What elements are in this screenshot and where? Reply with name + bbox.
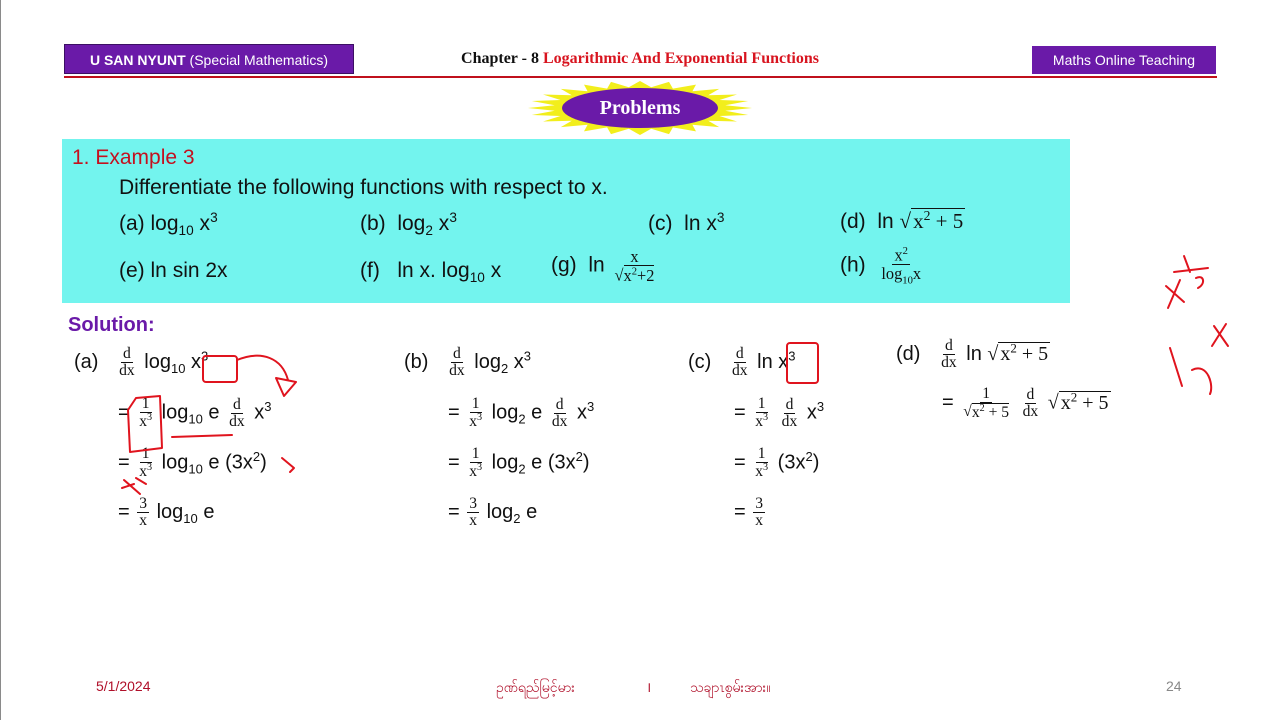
- header-rule: [64, 76, 1217, 78]
- chapter-heading: Chapter - 8 Logarithmic And Exponential Functions: [461, 50, 819, 67]
- problems-label: Problems: [599, 97, 681, 119]
- problem-g: (g) ln $\frac{x}{√x^2+2}$: [551, 247, 655, 285]
- solution-b-line3: = $\frac{1}{x^3}$ $\log_2 e$ $(3x^2)$: [448, 445, 590, 481]
- solution-a-line2: = $\frac{1}{x^3}$ $\log_{10} e$ $\frac{d}{dx}$ $x^3$: [118, 395, 272, 431]
- example-instruction: Differentiate the following functions with respect to x.: [119, 176, 608, 199]
- channel-tag: Maths Online Teaching: [1032, 46, 1216, 74]
- solution-label: Solution:: [68, 314, 155, 336]
- problem-f: (f) ln x. $\log_{10} x$: [360, 259, 502, 286]
- left-border: [0, 0, 1, 720]
- example-title: 1. Example 3: [72, 146, 195, 169]
- footer-date: 5/1/2024: [96, 678, 151, 694]
- solution-c-line3: = $\frac{1}{x^3}$ $(3x^2)$: [734, 445, 820, 481]
- problem-e: (e) ln sin 2x: [119, 259, 228, 282]
- solution-d-line2: = $\frac{1}{√x^2 + 5}$ $\frac{d}{dx}$ √ $x^2 + 5$: [942, 385, 1109, 421]
- footer-separator: ।: [646, 679, 652, 695]
- problem-h: (h) $\frac{x^2}{\log_{10}x}$: [840, 245, 922, 286]
- solution-a-line3: = $\frac{1}{x^3}$ $\log_{10} e$ $(3x^2)$: [118, 445, 267, 481]
- solution-b-line4: = $\frac{3}{x}$ $\log_2 e$: [448, 495, 538, 530]
- solution-b-line2: = $\frac{1}{x^3}$ $\log_2 e$ $\frac{d}{dx}$ $x^3$: [448, 395, 595, 431]
- solution-c-line1: (c) $\frac{d}{dx}$ $\ln x^3$: [688, 345, 796, 380]
- solution-c-line4: = $\frac{3}{x}$: [734, 495, 764, 530]
- footer-motto-left: ဥဏ်ရည်မြင့်မား: [496, 679, 575, 695]
- problem-b: (b) $\log_2 x^3$: [360, 210, 457, 239]
- problem-c: (c) $\ln x^3$: [648, 210, 725, 235]
- problem-d: (d) $\ln √x^2 + 5$: [840, 208, 964, 233]
- solution-c-line2: = $\frac{1}{x^3}$ $\frac{d}{dx}$ $x^3$: [734, 395, 825, 431]
- solution-d-line1: (d) $\frac{d}{dx}$ ln √ $x^2 + 5$: [896, 337, 1049, 372]
- solution-a-line1: (a) $\frac{d}{dx}$ $\log_{10} x^3$: [74, 345, 209, 380]
- problem-a: (a) $\log_{10} x^3$: [119, 210, 218, 239]
- solution-b-line1: (b) $\frac{d}{dx}$ $\log_2 x^3$: [404, 345, 531, 380]
- footer-motto-right: သချာၤစွမ်းအား။: [690, 679, 771, 695]
- author-badge: U SAN NYUNT (Special Mathematics): [64, 44, 354, 74]
- page-number: 24: [1166, 678, 1182, 694]
- solution-a-line4: = $\frac{3}{x}$ $\log_{10} e$: [118, 495, 215, 530]
